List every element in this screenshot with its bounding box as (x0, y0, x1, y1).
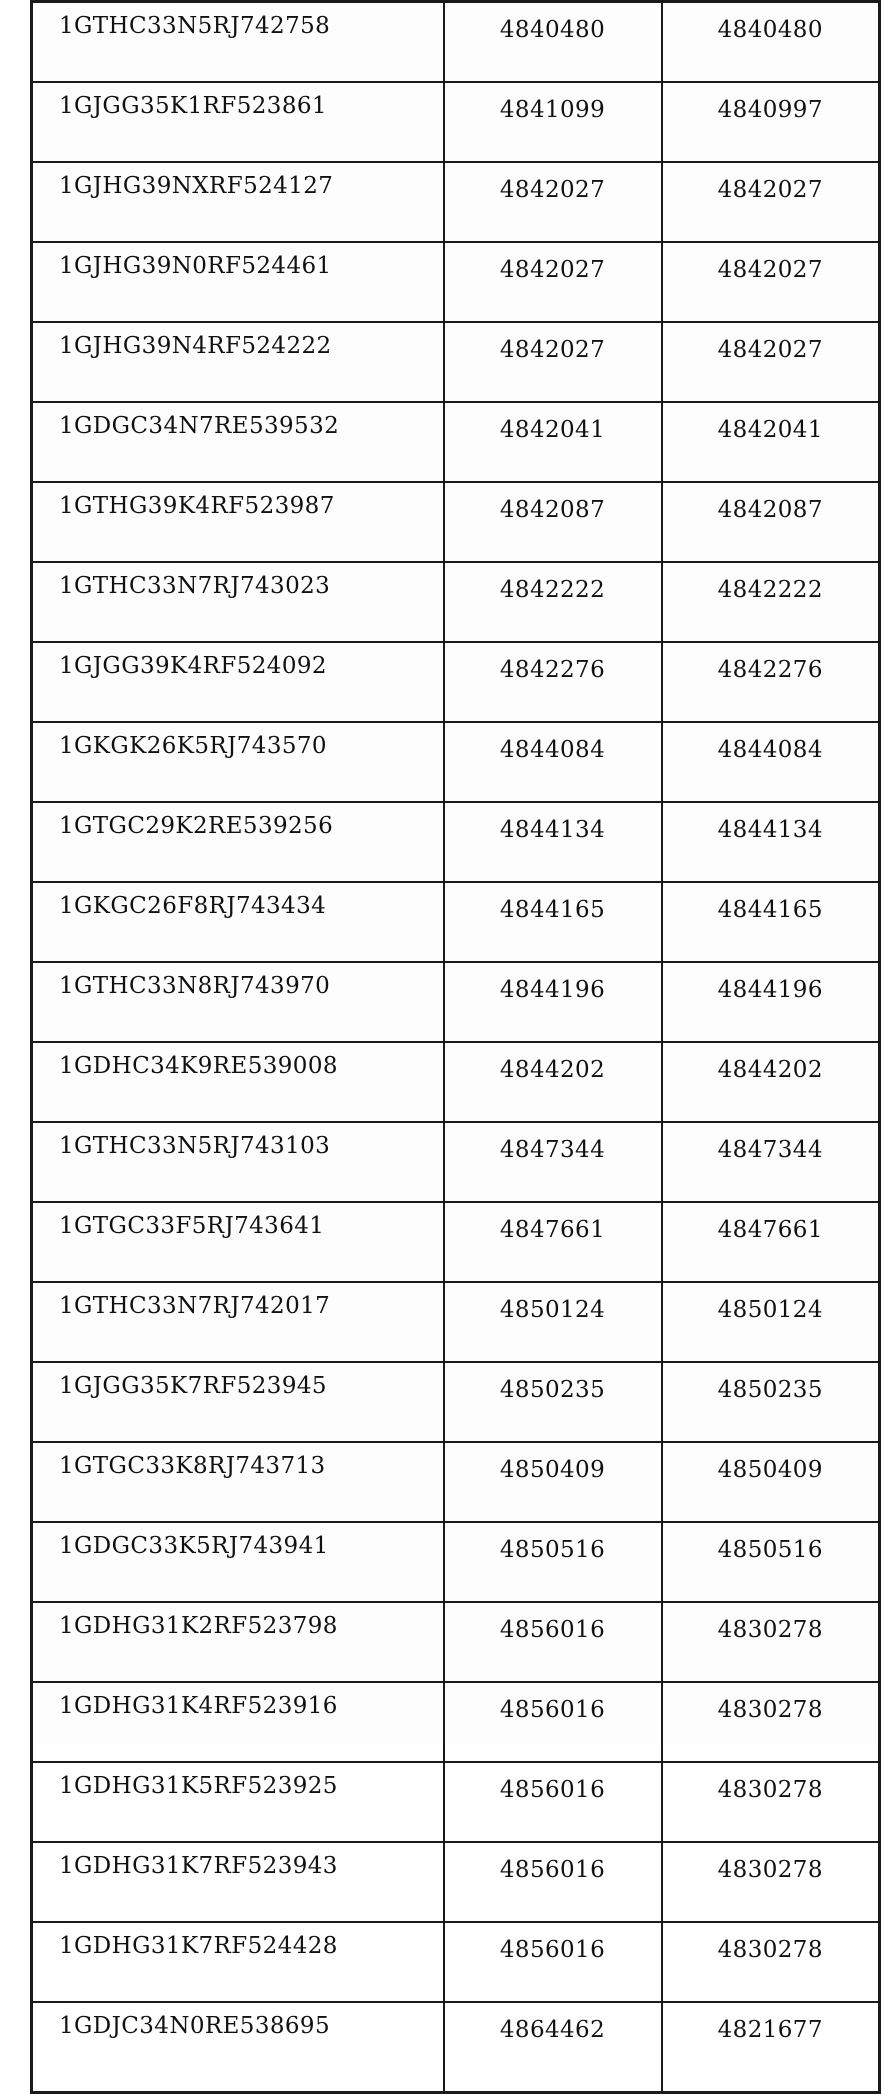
table-row (32, 242, 880, 322)
vin-cell: 1GTHC33N7RJ742017 (32, 1282, 444, 1362)
number-cell: 4856016 (444, 1682, 662, 1762)
number-cell: 4830278 (662, 1682, 880, 1762)
number-cell: 4856016 (444, 1842, 662, 1922)
number-cell: 4864462 (444, 2002, 662, 2093)
number-cell: 4842027 (662, 322, 880, 402)
table-row (32, 1042, 880, 1122)
table-row (32, 482, 880, 562)
vin-cell: 1GDHG31K7RF523943 (32, 1842, 444, 1922)
number-cell: 4847661 (444, 1202, 662, 1282)
number-cell: 4847344 (662, 1122, 880, 1202)
number-cell: 4840480 (444, 2, 662, 83)
number-cell: 4842027 (444, 242, 662, 322)
number-cell: 4842041 (662, 402, 880, 482)
number-cell: 4856016 (444, 1762, 662, 1842)
vin-cell: 1GTHC33N7RJ743023 (32, 562, 444, 642)
number-cell: 4830278 (662, 1602, 880, 1682)
vin-cell: 1GTHG39K4RF523987 (32, 482, 444, 562)
number-cell: 4856016 (444, 1602, 662, 1682)
table-row (32, 722, 880, 802)
vin-cell: 1GDHG31K2RF523798 (32, 1602, 444, 1682)
number-cell: 4850235 (662, 1362, 880, 1442)
number-cell: 4844196 (662, 962, 880, 1042)
number-cell: 4847661 (662, 1202, 880, 1282)
table-row (32, 82, 880, 162)
number-cell: 4842027 (662, 242, 880, 322)
vin-cell: 1GDHG31K7RF524428 (32, 1922, 444, 2002)
table-row (32, 1602, 880, 1682)
vin-cell: 1GTGC29K2RE539256 (32, 802, 444, 882)
vin-cell: 1GDJC34N0RE538695 (32, 2002, 444, 2093)
number-cell: 4850124 (444, 1282, 662, 1362)
number-cell: 4844202 (662, 1042, 880, 1122)
number-cell: 4844196 (444, 962, 662, 1042)
number-cell: 4844165 (444, 882, 662, 962)
vin-cell: 1GTGC33K8RJ743713 (32, 1442, 444, 1522)
document-page (30, 0, 878, 2043)
table-row (32, 322, 880, 402)
number-cell: 4842276 (662, 642, 880, 722)
vin-cell: 1GDGC34N7RE539532 (32, 402, 444, 482)
number-cell: 4850516 (662, 1522, 880, 1602)
number-cell: 4842087 (662, 482, 880, 562)
vin-cell: 1GKGK26K5RJ743570 (32, 722, 444, 802)
number-cell: 4844165 (662, 882, 880, 962)
number-cell: 4840997 (662, 82, 880, 162)
table-row (32, 962, 880, 1042)
vin-cell: 1GDHC34K9RE539008 (32, 1042, 444, 1122)
table-row (32, 562, 880, 642)
vin-cell: 1GJGG35K1RF523861 (32, 82, 444, 162)
vin-cell: 1GDGC33K5RJ743941 (32, 1522, 444, 1602)
number-cell: 4850516 (444, 1522, 662, 1602)
number-cell: 4844084 (662, 722, 880, 802)
table-row (32, 1282, 880, 1362)
number-cell: 4842222 (662, 562, 880, 642)
number-cell: 4850124 (662, 1282, 880, 1362)
vin-cell: 1GJHG39N0RF524461 (32, 242, 444, 322)
number-cell: 4844202 (444, 1042, 662, 1122)
table-row (32, 882, 880, 962)
table-row (32, 2002, 880, 2093)
number-cell: 4842027 (662, 162, 880, 242)
vin-table-body (32, 2, 880, 2093)
vin-table (30, 0, 881, 2094)
vin-cell: 1GTHC33N5RJ743103 (32, 1122, 444, 1202)
table-row (32, 162, 880, 242)
vin-cell: 1GDHG31K4RF523916 (32, 1682, 444, 1762)
number-cell: 4844134 (662, 802, 880, 882)
number-cell: 4842041 (444, 402, 662, 482)
number-cell: 4842027 (444, 162, 662, 242)
table-row (32, 1682, 880, 1762)
number-cell: 4821677 (662, 2002, 880, 2093)
table-row (32, 1122, 880, 1202)
number-cell: 4841099 (444, 82, 662, 162)
number-cell: 4830278 (662, 1762, 880, 1842)
table-row (32, 402, 880, 482)
number-cell: 4847344 (444, 1122, 662, 1202)
number-cell: 4844084 (444, 722, 662, 802)
number-cell: 4840480 (662, 2, 880, 83)
vin-cell: 1GTHC33N5RJ742758 (32, 2, 444, 83)
vin-cell: 1GDHG31K5RF523925 (32, 1762, 444, 1842)
vin-cell: 1GJGG39K4RF524092 (32, 642, 444, 722)
vin-cell: 1GTGC33F5RJ743641 (32, 1202, 444, 1282)
table-row (32, 2, 880, 83)
table-row (32, 1522, 880, 1602)
number-cell: 4842087 (444, 482, 662, 562)
number-cell: 4844134 (444, 802, 662, 882)
table-row (32, 642, 880, 722)
number-cell: 4850409 (662, 1442, 880, 1522)
table-row (32, 1922, 880, 2002)
number-cell: 4850235 (444, 1362, 662, 1442)
vin-cell: 1GKGC26F8RJ743434 (32, 882, 444, 962)
table-row (32, 1842, 880, 1922)
table-row (32, 1362, 880, 1442)
vin-cell: 1GTHC33N8RJ743970 (32, 962, 444, 1042)
vin-cell: 1GJGG35K7RF523945 (32, 1362, 444, 1442)
number-cell: 4830278 (662, 1842, 880, 1922)
number-cell: 4856016 (444, 1922, 662, 2002)
vin-cell: 1GJHG39N4RF524222 (32, 322, 444, 402)
vin-cell: 1GJHG39NXRF524127 (32, 162, 444, 242)
table-row (32, 1202, 880, 1282)
number-cell: 4842222 (444, 562, 662, 642)
table-row (32, 802, 880, 882)
number-cell: 4830278 (662, 1922, 880, 2002)
number-cell: 4842276 (444, 642, 662, 722)
number-cell: 4842027 (444, 322, 662, 402)
table-row (32, 1762, 880, 1842)
table-row (32, 1442, 880, 1522)
number-cell: 4850409 (444, 1442, 662, 1522)
